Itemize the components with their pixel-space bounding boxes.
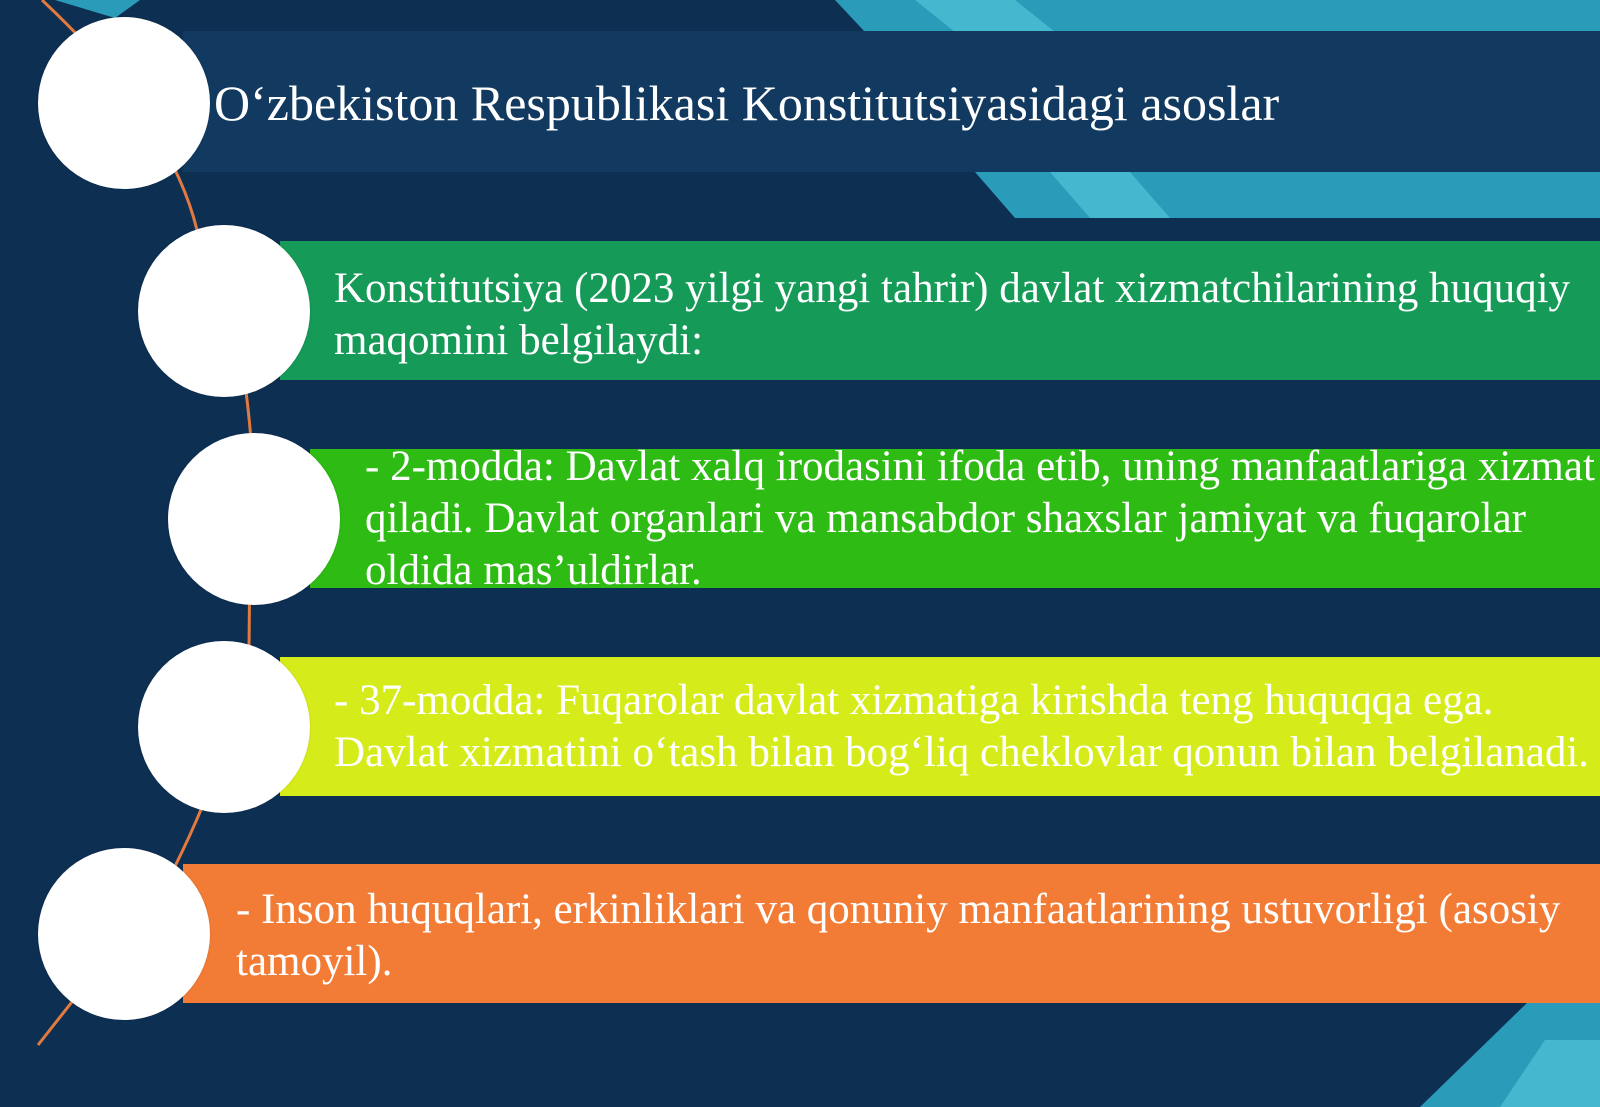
title-band bbox=[183, 31, 1600, 172]
top-left-teal-corner bbox=[55, 0, 140, 18]
item-circle-4 bbox=[38, 848, 210, 1020]
item-band-article-37 bbox=[280, 657, 1600, 796]
item-intro-line-2: maqomini belgilaydi: bbox=[334, 317, 704, 364]
item-band-article-2 bbox=[310, 449, 1600, 588]
item-article-37-line-1: - 37-modda: Fuqarolar davlat xizmatiga kirishda teng huquqqa ega. bbox=[334, 677, 1494, 724]
item-article-37-text bbox=[280, 657, 1589, 779]
title-circle bbox=[38, 17, 210, 189]
item-intro-text bbox=[280, 241, 1570, 367]
item-intro-line-1: Konstitutsiya (2023 yilgi yangi tahrir) davlat xizmatchilarining huquqiy bbox=[334, 265, 1571, 312]
item-article-2-line-1: - 2-modda: Davlat xalq irodasini ifoda etib, uning manfaatlariga xizmat bbox=[365, 449, 1595, 490]
item-article-2-text bbox=[310, 449, 1595, 588]
item-human-rights-line-2: tamoyil). bbox=[236, 938, 393, 985]
slide-title: O‘zbekiston Respublikasi Konstitutsiyasidagi asoslar bbox=[214, 75, 1280, 131]
item-circle-3 bbox=[138, 641, 310, 813]
item-human-rights-line-1: - Inson huquqlari, erkinliklari va qonuniy manfaatlarining ustuvorligi (asosiy bbox=[236, 886, 1561, 933]
item-article-37-line-2: Davlat xizmatini o‘tash bilan bog‘liq cheklovlar qonun bilan belgilanadi. bbox=[334, 729, 1590, 776]
item-band-intro bbox=[280, 241, 1600, 380]
item-band-human-rights bbox=[183, 864, 1600, 1003]
item-circle-1 bbox=[138, 225, 310, 397]
item-article-2-line-3: oldida mas’uldirlar. bbox=[365, 547, 702, 588]
item-human-rights-text bbox=[183, 864, 1560, 988]
item-article-2-line-2: qiladi. Davlat organlari va mansabdor shaxslar jamiyat va fuqarolar bbox=[365, 495, 1526, 542]
item-circle-2 bbox=[168, 433, 340, 605]
